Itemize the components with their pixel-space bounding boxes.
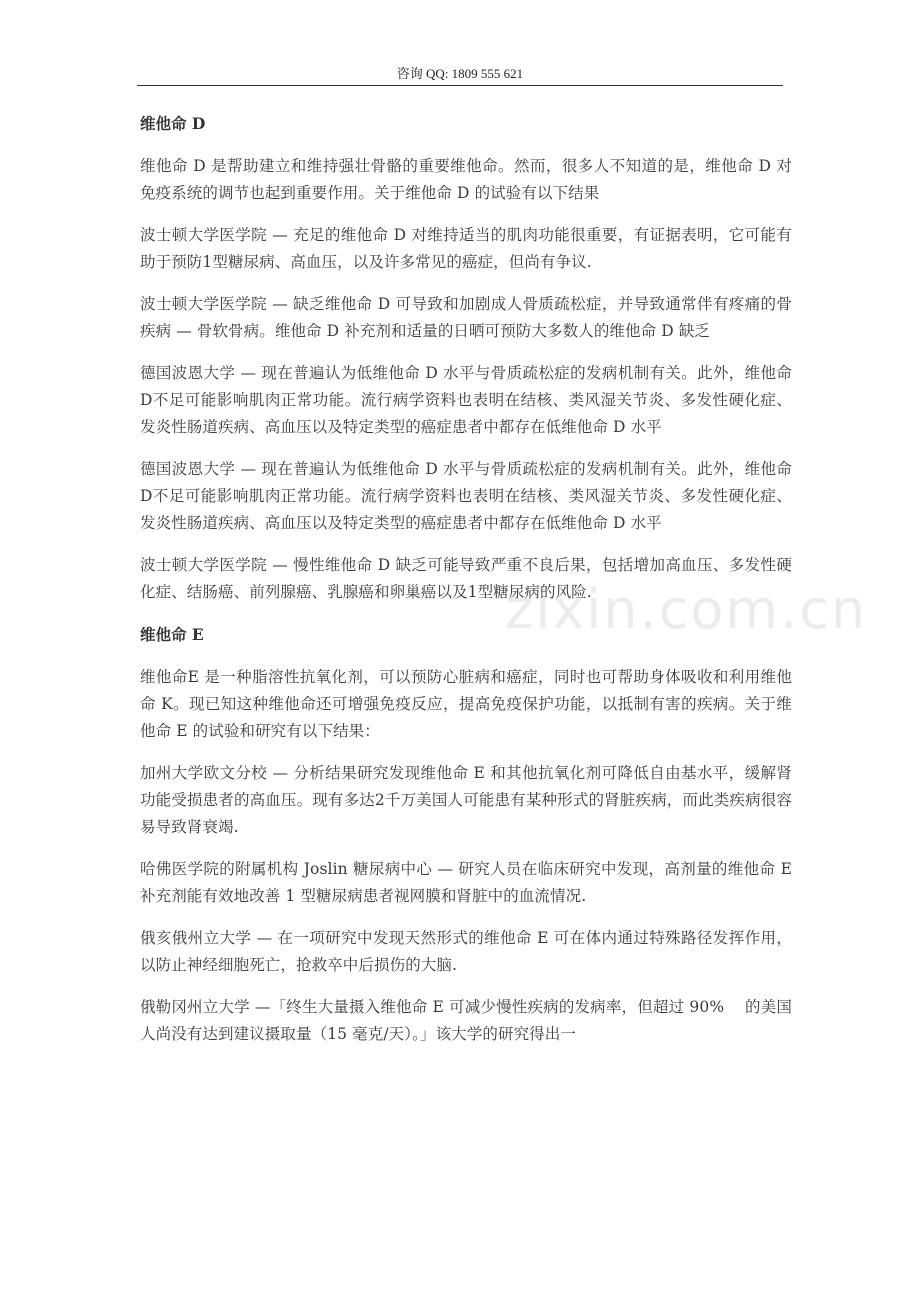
paragraph: 波士顿大学医学院 — 慢性维他命 D 缺乏可能导致严重不良后果，包括增加高血压、多发性硬化症、结肠癌、前列腺癌、乳腺癌和卵巢癌以及1型糖尿病的风险. <box>140 556 792 601</box>
paragraph: 加州大学欧文分校 — 分析结果研究发现维他命 E 和其他抗氧化剂可降低自由基水平，缓解肾功能受损患者的高血压。现有多达2千万美国人可能患有某种形式的肾脏疾病，而此类疾病很容易导致肾衰竭. <box>140 764 792 836</box>
document-body <box>140 110 792 1063</box>
paragraph: 维他命E 是一种脂溶性抗氧化剂，可以预防心脏病和癌症，同时也可帮助身体吸收和利用维他命 K。现已知这种维他命还可增强免疫反应，提高免疫保护功能，以抵制有害的疾病。关于维他命 E 的试验和研究有以下结果： <box>140 668 792 740</box>
watermark: zixin.com.cn <box>505 578 868 641</box>
header-rule <box>137 85 783 86</box>
page-header: 咨询 QQ: 1809 555 621 <box>396 66 524 81</box>
paragraph: 俄亥俄州立大学 — 在一项研究中发现天然形式的维他命 E 可在体内通过特殊路径发挥作用，以防止神经细胞死亡，抢救卒中后损伤的大脑. <box>140 929 792 974</box>
paragraph: 波士顿大学医学院 — 充足的维他命 D 对维持适当的肌肉功能很重要，有证据表明，它可能有助于预防1型糖尿病、高血压，以及许多常见的癌症，但尚有争议. <box>140 226 792 271</box>
paragraph: 德国波恩大学 — 现在普遍认为低维他命 D 水平与骨质疏松症的发病机制有关。此外，维他命D不足可能影响肌肉正常功能。流行病学资料也表明在结核、类风湿关节炎、多发性硬化症、发炎性肠道疾病、高血压以及特定类型的癌症患者中都存在低维他命 D 水平 <box>140 364 792 436</box>
paragraph: 德国波恩大学 — 现在普遍认为低维他命 D 水平与骨质疏松症的发病机制有关。此外，维他命D不足可能影响肌肉正常功能。流行病学资料也表明在结核、类风湿关节炎、多发性硬化症、发炎性肠道疾病、高血压以及特定类型的癌症患者中都存在低维他命 D 水平 <box>140 460 792 532</box>
paragraph: 哈佛医学院的附属机构 Joslin 糖尿病中心 — 研究人员在临床研究中发现，高剂量的维他命 E 补充剂能有效地改善 1 型糖尿病患者视网膜和肾脏中的血流情况. <box>140 860 792 905</box>
paragraph: 俄勒冈州立大学 —「终生大量摄入维他命 E 可减少慢性疾病的发病率，但超过 90% 的美国人尚没有达到建议摄取量（15 毫克/天）。」该大学的研究得出一 <box>140 998 792 1043</box>
paragraph: 维他命 D 是帮助建立和维持强壮骨骼的重要维他命。然而，很多人不知道的是，维他命 D 对免疫系统的调节也起到重要作用。关于维他命 D 的试验有以下结果 <box>140 157 792 202</box>
paragraph: 波士顿大学医学院 — 缺乏维他命 D 可导致和加剧成人骨质疏松症，并导致通常伴有疼痛的骨疾病 — 骨软骨病。维他命 D 补充剂和适量的日晒可预防大多数人的维他命 D 缺乏 <box>140 295 792 340</box>
section-heading-vitamin-d: 维他命 D <box>140 114 206 133</box>
section-heading-vitamin-e: 维他命 E <box>140 625 204 644</box>
